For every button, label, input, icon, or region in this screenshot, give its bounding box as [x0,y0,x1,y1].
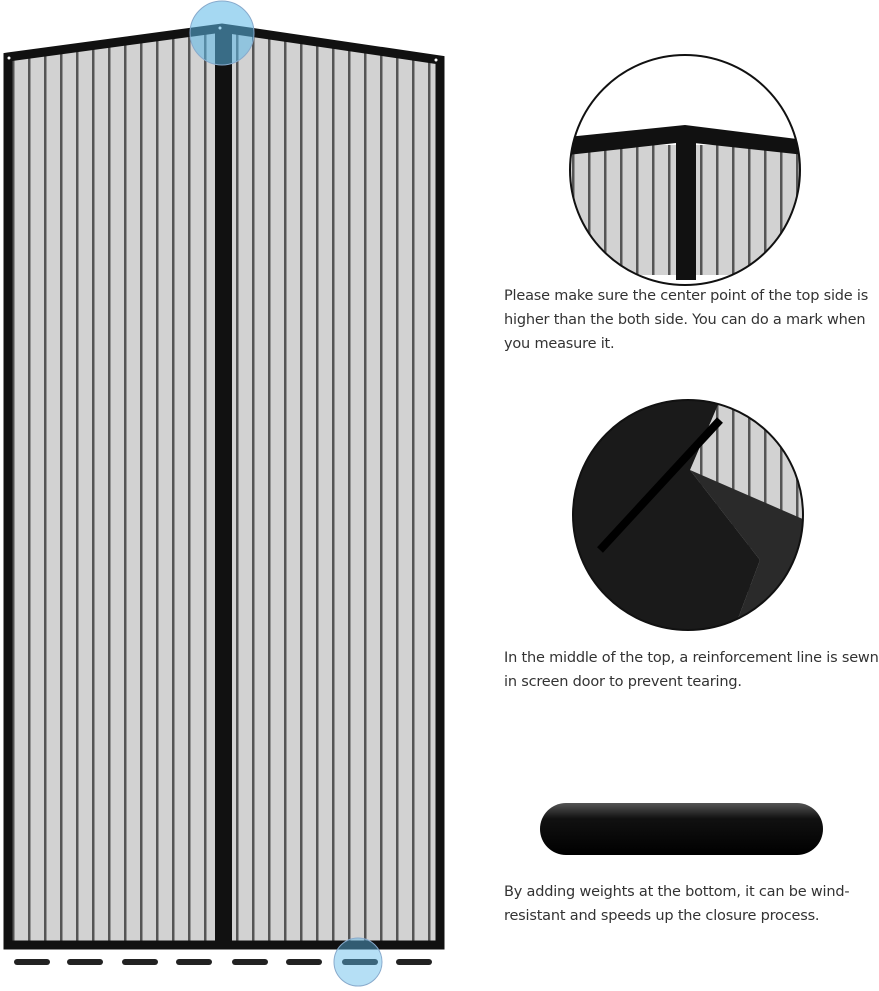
magnetic-center-seam [215,32,232,947]
caption-weights: By adding weights at the bottom, it can be wind-resistant and speeds up the closure process. [504,884,850,924]
weight-bar [540,803,823,855]
top-center-highlight [190,1,254,65]
screen-door-curtain [8,27,441,948]
detail-top-center [560,50,820,290]
caption-reinforcement: In the middle of the top, a reinforcement line is sewn in screen door to prevent tearing. [504,650,879,690]
caption-top-point: Please make sure the center point of the top side is higher than the both side. You can do a mark when you measure it. [504,288,869,352]
detail-reinforcement [570,400,810,640]
bottom-weight-highlight [334,938,382,986]
